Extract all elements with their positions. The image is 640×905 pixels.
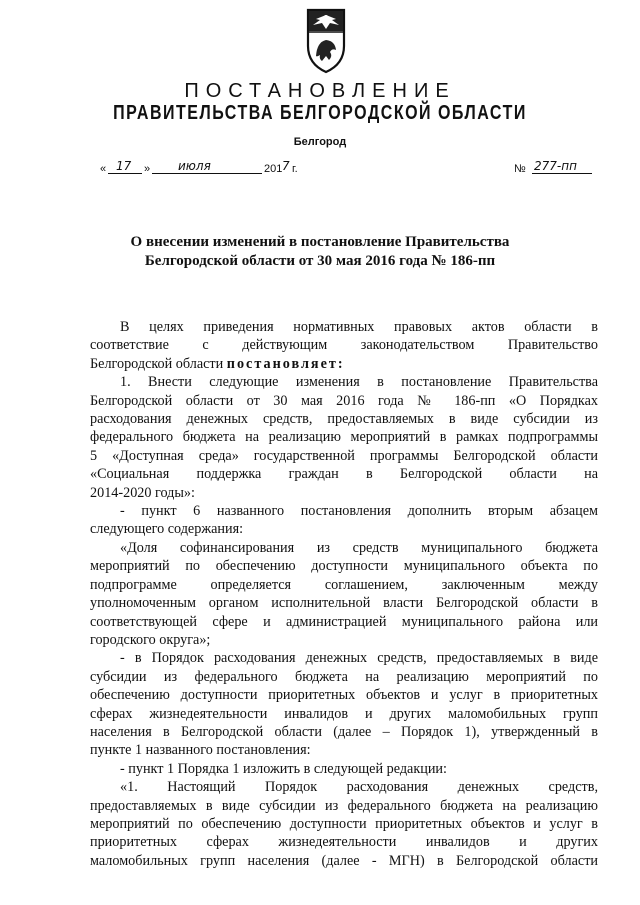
date-close-quote: » <box>144 163 151 175</box>
body-line <box>90 355 598 373</box>
body-line: маломобильных групп населения (далее - МГН) в Белгородской области <box>90 852 598 869</box>
date-month: июля <box>178 159 211 173</box>
document-title <box>0 233 640 271</box>
body-line: сферах жизнедеятельности инвалидов и других маломобильных групп <box>90 705 598 722</box>
date-open-quote: « <box>100 163 107 175</box>
body-line: предоставляемых в виде субсидии из федерального бюджета на реализацию <box>90 797 598 814</box>
day-underline <box>108 173 142 174</box>
document-type: ПОСТАНОВЛЕНИЕ <box>184 80 456 102</box>
body-line: 1. Внести следующие изменения в постановление Правительства <box>120 374 598 391</box>
number-label: № <box>514 163 526 175</box>
month-underline <box>152 173 262 174</box>
body-line: соответствующей сфере и администрацией муниципального района или <box>90 613 598 630</box>
coat-of-arms-icon <box>302 6 350 76</box>
date-year-digit: 7 <box>282 159 290 173</box>
body-line: следующего содержания: <box>90 521 244 538</box>
body-line: приоритетных сферах жизнедеятельности инвалидов и других <box>90 834 598 851</box>
date-year-prefix: 201 <box>264 163 283 175</box>
body-line: В целях приведения нормативных правовых актов области в <box>120 319 598 335</box>
body-text: Белгородской области <box>90 355 227 372</box>
date-year-suffix: г. <box>292 163 298 175</box>
issuing-authority: ПРАВИТЕЛЬСТВА БЕЛГОРОДСКОЙ ОБЛАСТИ <box>113 102 527 124</box>
city-name: Белгород <box>293 136 347 148</box>
title-line: О внесении изменений в постановление Правительства <box>130 234 510 250</box>
body-line: «Социальная поддержка граждан в Белгородской области на <box>90 466 598 483</box>
document-number: 277-пп <box>534 159 577 173</box>
body-line: уполномоченным органом исполнительной власти Белгородской области в <box>90 595 598 612</box>
body-line: населения в Белгородской области (далее – Порядок 1), утвержденный в <box>90 723 598 740</box>
body-line: мероприятий по обеспечению доступности приоритетных объектов и услуг в <box>90 815 598 832</box>
body-line: 5 «Доступная среда» государственной программы Белгородской области <box>90 447 598 464</box>
body-line: - в Порядок расходования денежных средств, предоставляемых в виде <box>120 650 598 667</box>
document-body <box>90 318 598 870</box>
body-line: подпрограмме определяется соглашением, заключенным между <box>90 576 598 593</box>
body-line: 2014-2020 годы»: <box>90 484 195 501</box>
body-line: мероприятий по обеспечению доступности муниципального объекта по <box>90 558 598 575</box>
date-day: 17 <box>116 159 132 173</box>
body-line: обеспечению доступности приоритетных объектов и услуг в приоритетных <box>90 687 598 704</box>
resolves-word: постановляет: <box>226 355 345 372</box>
body-line: федерального бюджета на реализацию мероприятий в рамках подпрограммы <box>90 429 598 446</box>
body-line: «1. Настоящий Порядок расходования денежных средств, <box>120 779 598 796</box>
date-and-number-line <box>100 157 600 177</box>
body-line: расходования денежных средств, предоставляемых в виде субсидии из <box>90 411 598 428</box>
body-line: соответствие с действующим законодательством Правительство <box>90 337 598 354</box>
body-line: Белгородской области от 30 мая 2016 года № 186-пп «О Порядках <box>90 392 598 409</box>
title-line: Белгородской области от 30 мая 2016 года № 186-пп <box>144 253 496 269</box>
number-underline <box>532 173 592 174</box>
body-line: пункте 1 названного постановления: <box>90 742 311 759</box>
body-line: субсидии из федерального бюджета на реализацию мероприятий по <box>90 668 598 685</box>
body-line: - пункт 6 названного постановления дополнить вторым абзацем <box>120 503 598 520</box>
body-line: - пункт 1 Порядка 1 изложить в следующей редакции: <box>120 760 447 777</box>
body-line: городского округа»; <box>90 631 211 648</box>
body-line: «Доля софинансирования из средств муниципального бюджета <box>120 539 598 556</box>
